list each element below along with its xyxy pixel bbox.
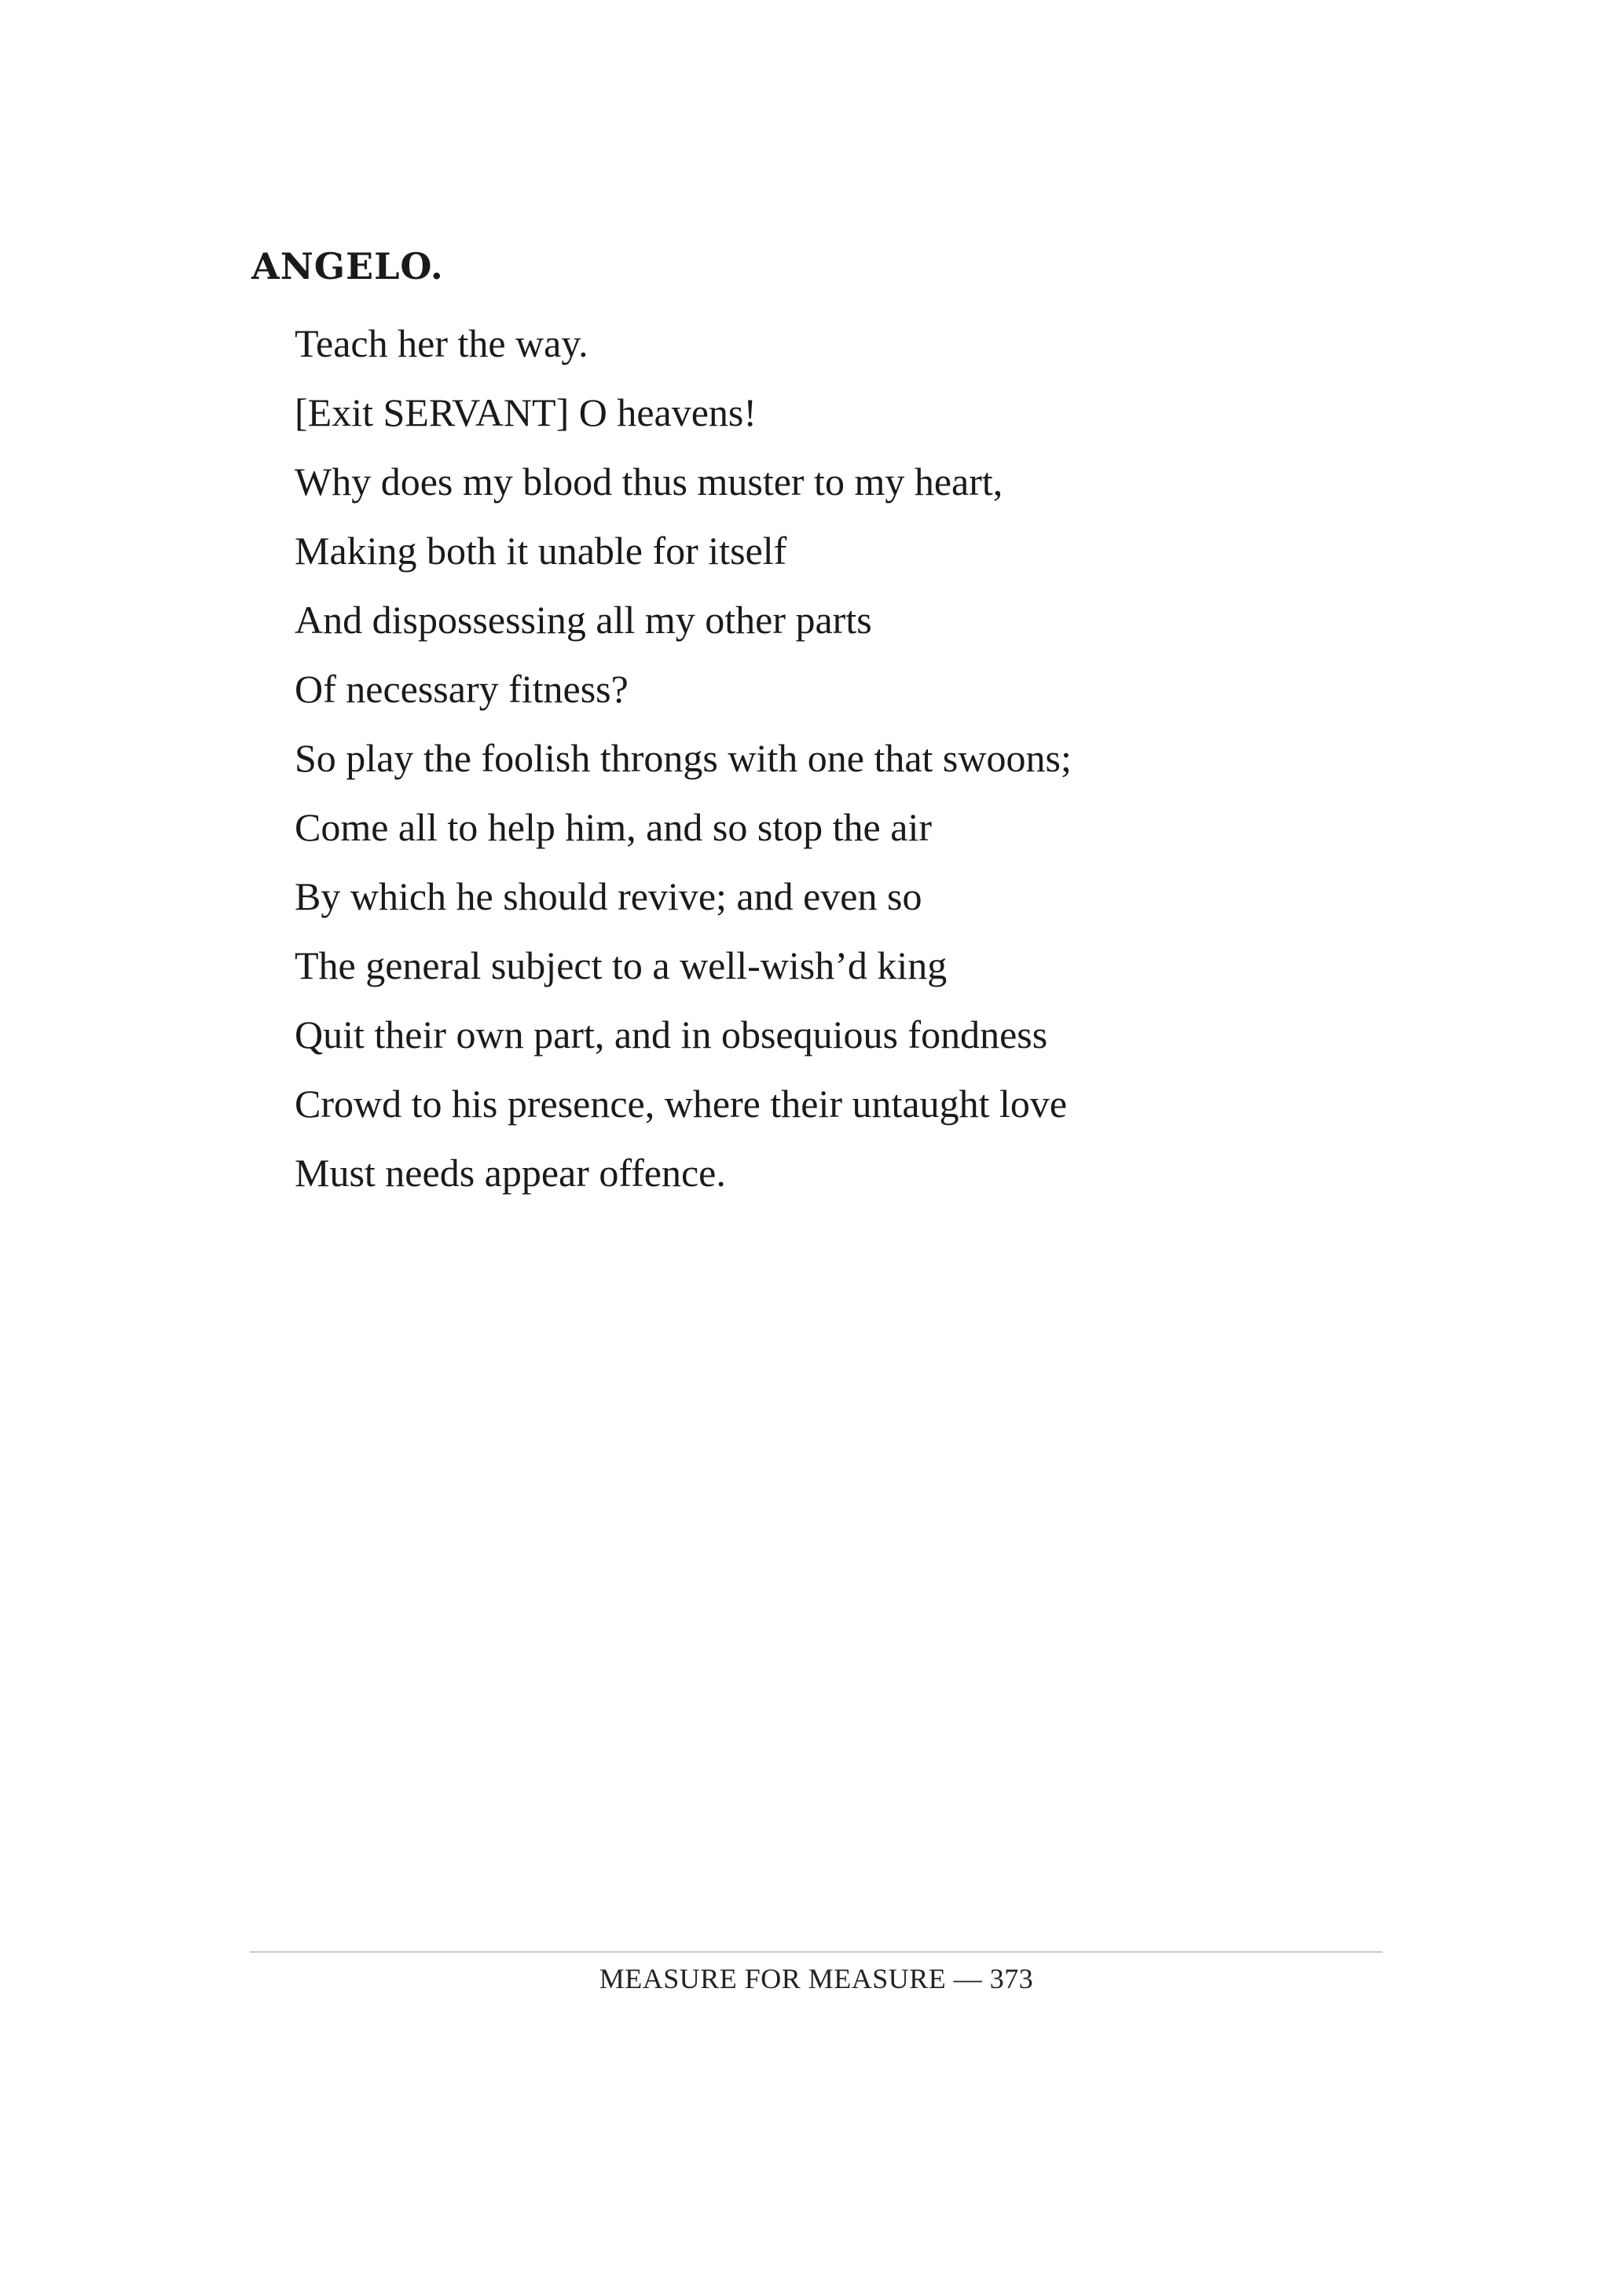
running-footer: MEASURE FOR MEASURE — 373 [599,1963,1034,1994]
verse-line: By which he should revive; and even so [295,874,922,918]
verse-line: The general subject to a well-wish’d king [295,943,948,987]
verse-line: So play the foolish throngs with one that swoons; [295,736,1072,780]
speaker-name: ANGELO. [251,245,444,287]
verse-line: [Exit SERVANT] O heavens! [295,390,757,434]
footer-divider [250,1951,1383,1953]
verse-line: Why does my blood thus muster to my heart, [295,460,1003,504]
verse-line: Come all to help him, and so stop the air [295,805,932,849]
verse-line: Quit their own part, and in obsequious fondness [295,1013,1048,1056]
verse-line: Of necessary fitness? [295,667,629,711]
verse-line: And dispossessing all my other parts [295,598,872,642]
verse-block [295,309,1072,1207]
verse-line: Teach her the way. [295,321,588,365]
verse-line: Making both it unable for itself [295,529,787,573]
verse-line: Must needs appear offence. [295,1151,726,1195]
verse-line: Crowd to his presence, where their untaught love [295,1082,1068,1126]
